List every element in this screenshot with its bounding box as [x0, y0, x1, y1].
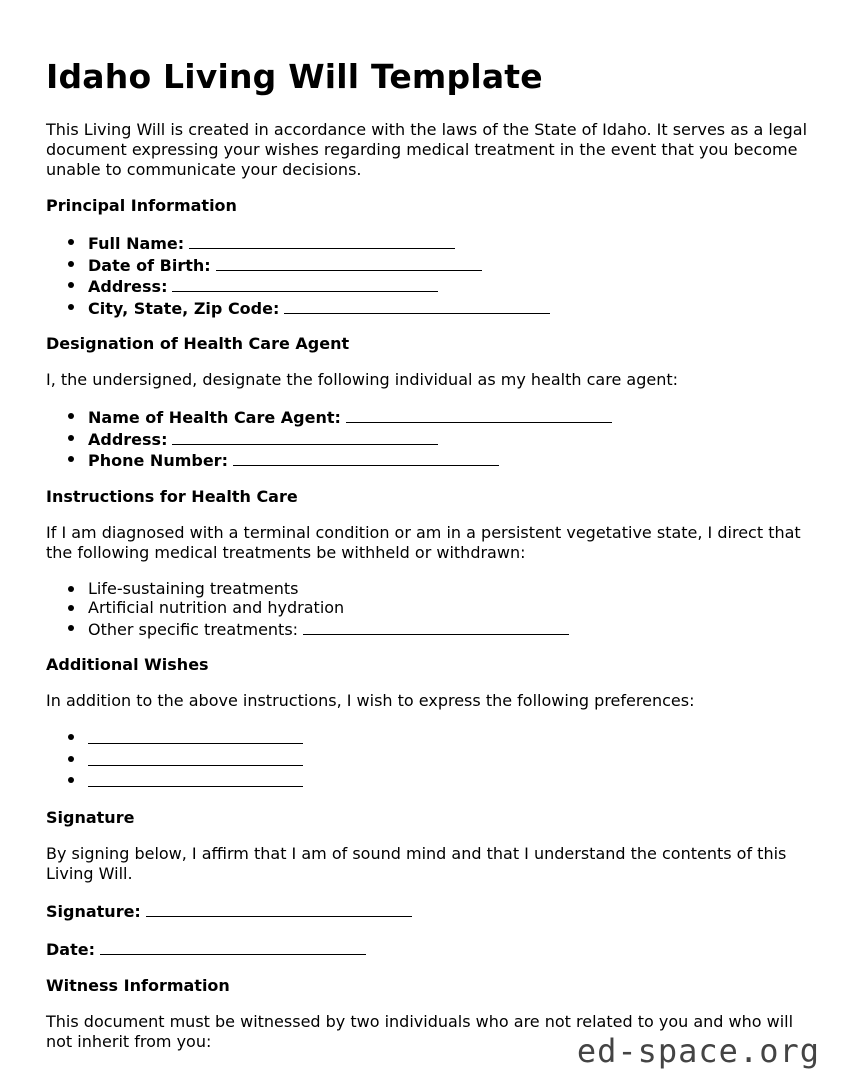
- wish-item[interactable]: [88, 727, 816, 749]
- agent-phone-field[interactable]: [88, 449, 816, 471]
- instructions-paragraph: If I am diagnosed with a terminal condition or am in a persistent vegetative state, I direct that the following medical treatments be withheld or withdrawn:: [46, 522, 801, 562]
- wish-blank[interactable]: [88, 770, 303, 787]
- agent-address-label: Address:: [88, 429, 168, 449]
- agent-address-field[interactable]: [88, 428, 816, 450]
- full-name-blank[interactable]: [189, 232, 455, 249]
- city-state-zip-label: City, State, Zip Code:: [88, 298, 280, 318]
- date-field[interactable]: [46, 938, 816, 960]
- dob-field[interactable]: [88, 254, 816, 276]
- agent-phone-label: Phone Number:: [88, 451, 228, 470]
- watermark: ed-space.org: [576, 1032, 820, 1070]
- wish-blank[interactable]: [88, 727, 303, 744]
- dob-blank[interactable]: [216, 254, 482, 271]
- other-treatments-label: Other specific treatments:: [88, 619, 299, 639]
- document-title: Idaho Living Will Template: [46, 57, 543, 96]
- document-page: [46, 54, 816, 1068]
- address-label: Address:: [88, 277, 168, 296]
- address-blank[interactable]: [172, 275, 438, 292]
- signature-blank[interactable]: [146, 900, 412, 917]
- agent-paragraph: I, the undersigned, designate the following individual as my health care agent:: [46, 370, 678, 389]
- instructions-heading: Instructions for Health Care: [46, 486, 298, 506]
- other-treatments-field[interactable]: [88, 618, 816, 640]
- full-name-field[interactable]: [88, 232, 816, 254]
- signature-heading: Signature: [46, 807, 135, 827]
- wishes-heading: Additional Wishes: [46, 655, 209, 674]
- list-item: Life-sustaining treatments: [88, 579, 816, 599]
- agent-name-label: Name of Health Care Agent:: [88, 408, 341, 427]
- agent-list: [46, 406, 816, 471]
- other-treatments-blank[interactable]: [303, 618, 569, 635]
- witness-paragraph: This document must be witnessed by two individuals who are not related to you and who will not inherit from you:: [46, 1011, 794, 1051]
- agent-heading: Designation of Health Care Agent: [46, 334, 350, 353]
- wishes-list: [46, 727, 816, 792]
- agent-name-blank[interactable]: [346, 406, 612, 423]
- date-blank[interactable]: [100, 938, 366, 955]
- city-state-zip-blank[interactable]: [284, 297, 550, 314]
- signature-label: Signature:: [46, 901, 141, 921]
- wish-item[interactable]: [88, 770, 816, 792]
- witness-heading: Witness Information: [46, 975, 230, 995]
- wish-item[interactable]: [88, 749, 816, 771]
- address-field[interactable]: [88, 275, 816, 297]
- full-name-label: Full Name:: [88, 234, 185, 253]
- principal-list: [46, 232, 816, 318]
- wish-blank[interactable]: [88, 749, 303, 766]
- signature-field[interactable]: [46, 900, 816, 922]
- wishes-paragraph: In addition to the above instructions, I wish to express the following preferences:: [46, 691, 695, 710]
- city-state-zip-field[interactable]: [88, 297, 816, 319]
- intro-paragraph: This Living Will is created in accordance with the laws of the State of Idaho. It serves as a legal document expressing your wishes regarding medical treatment in the event that you become unable to communicate your decisions.: [46, 120, 808, 179]
- dob-label: Date of Birth:: [88, 255, 211, 275]
- instructions-list: [46, 579, 816, 640]
- date-label: Date:: [46, 939, 95, 959]
- agent-name-field[interactable]: [88, 406, 816, 428]
- signature-paragraph: By signing below, I affirm that I am of sound mind and that I understand the contents of this Living Will.: [46, 843, 787, 883]
- agent-phone-blank[interactable]: [233, 449, 499, 466]
- list-item: Artificial nutrition and hydration: [88, 598, 816, 618]
- agent-address-blank[interactable]: [172, 428, 438, 445]
- principal-heading: Principal Information: [46, 196, 237, 215]
